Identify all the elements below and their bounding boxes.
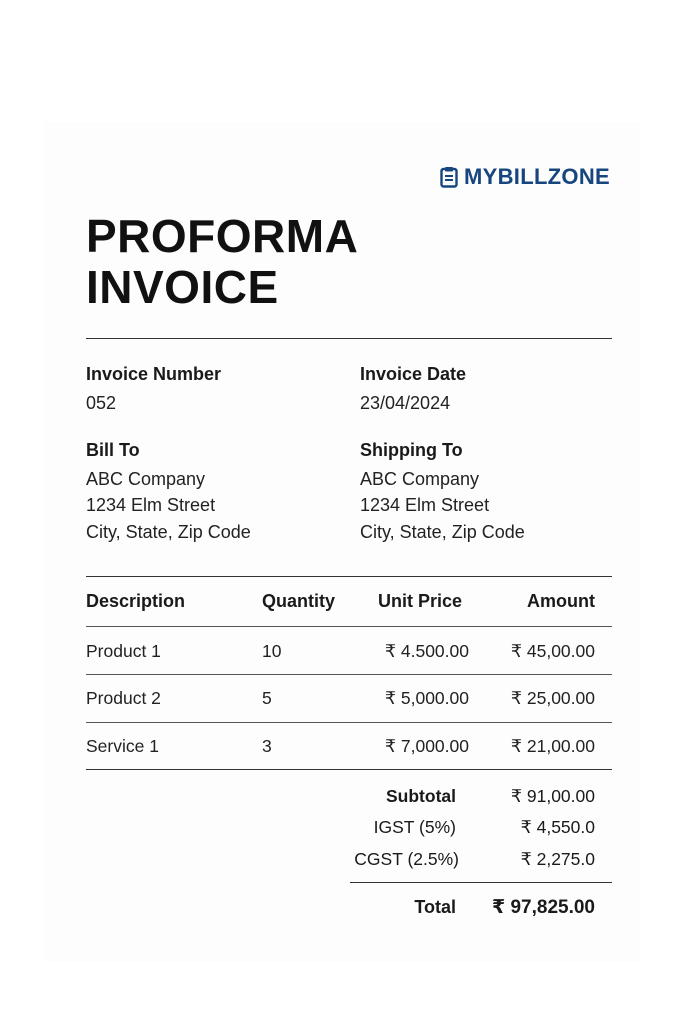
- subtotal-label: Subtotal: [386, 786, 456, 806]
- invoice-date: 23/04/2024: [360, 393, 451, 413]
- row-1-quantity: 10: [262, 641, 282, 661]
- ship-to-street: 1234 Elm Street: [360, 495, 490, 515]
- header-row-divider: [86, 626, 612, 627]
- igst-label: IGST (5%): [373, 817, 456, 837]
- row-2-amount: ₹ 25,00.00: [510, 688, 595, 708]
- ship-to-city: City, State, Zip Code: [360, 522, 525, 542]
- ship-to-label: Shipping To: [360, 440, 463, 460]
- title-line-2: INVOICE: [86, 261, 279, 313]
- row-2-quantity: 5: [262, 688, 272, 708]
- row-3-amount: ₹ 21,00.00: [510, 736, 595, 756]
- bill-to-city: City, State, Zip Code: [86, 522, 251, 542]
- row-3-quantity: 3: [262, 736, 272, 756]
- cgst-value: ₹ 2,275.0: [520, 849, 595, 869]
- table-bottom-divider: [86, 769, 612, 770]
- bill-to-street: 1234 Elm Street: [86, 495, 216, 515]
- igst-value: ₹ 4,550.0: [520, 817, 595, 837]
- invoice-number-label: Invoice Number: [86, 364, 222, 384]
- bill-to-name: ABC Company: [86, 469, 206, 489]
- table-top-divider: [86, 576, 612, 577]
- row-1-unit-price: ₹ 4.500.00: [384, 641, 469, 661]
- document-title: [86, 211, 358, 313]
- row-1-description: Product 1: [86, 641, 161, 661]
- row-divider: [86, 674, 612, 675]
- total-label: Total: [414, 897, 456, 917]
- row-1-amount: ₹ 45,00.00: [510, 641, 595, 661]
- ship-to-name: ABC Company: [360, 469, 480, 489]
- brand-name: MYBILLZONE: [464, 164, 610, 189]
- bill-to-label: Bill To: [86, 440, 140, 460]
- row-2-unit-price: ₹ 5,000.00: [384, 688, 469, 708]
- row-divider: [86, 722, 612, 723]
- invoice-date-label: Invoice Date: [360, 364, 467, 384]
- subtotal-value: ₹ 91,00.00: [510, 786, 595, 806]
- col-header-unit-price: Unit Price: [377, 591, 462, 611]
- col-header-quantity: Quantity: [262, 591, 336, 611]
- row-3-unit-price: ₹ 7,000.00: [384, 736, 469, 756]
- brand-logo: [440, 164, 610, 190]
- row-2-description: Product 2: [86, 688, 161, 708]
- total-value: ₹ 97,825.00: [491, 897, 595, 918]
- invoice-number: 052: [86, 393, 117, 413]
- row-3-description: Service 1: [86, 736, 159, 756]
- total-divider: [350, 882, 612, 883]
- clipboard-icon: [440, 166, 458, 188]
- title-line-1: PROFORMA: [86, 210, 359, 262]
- cgst-label: CGST (2.5%): [354, 849, 459, 869]
- col-header-description: Description: [86, 591, 186, 611]
- col-header-amount: Amount: [527, 591, 595, 611]
- header-divider: [86, 338, 612, 339]
